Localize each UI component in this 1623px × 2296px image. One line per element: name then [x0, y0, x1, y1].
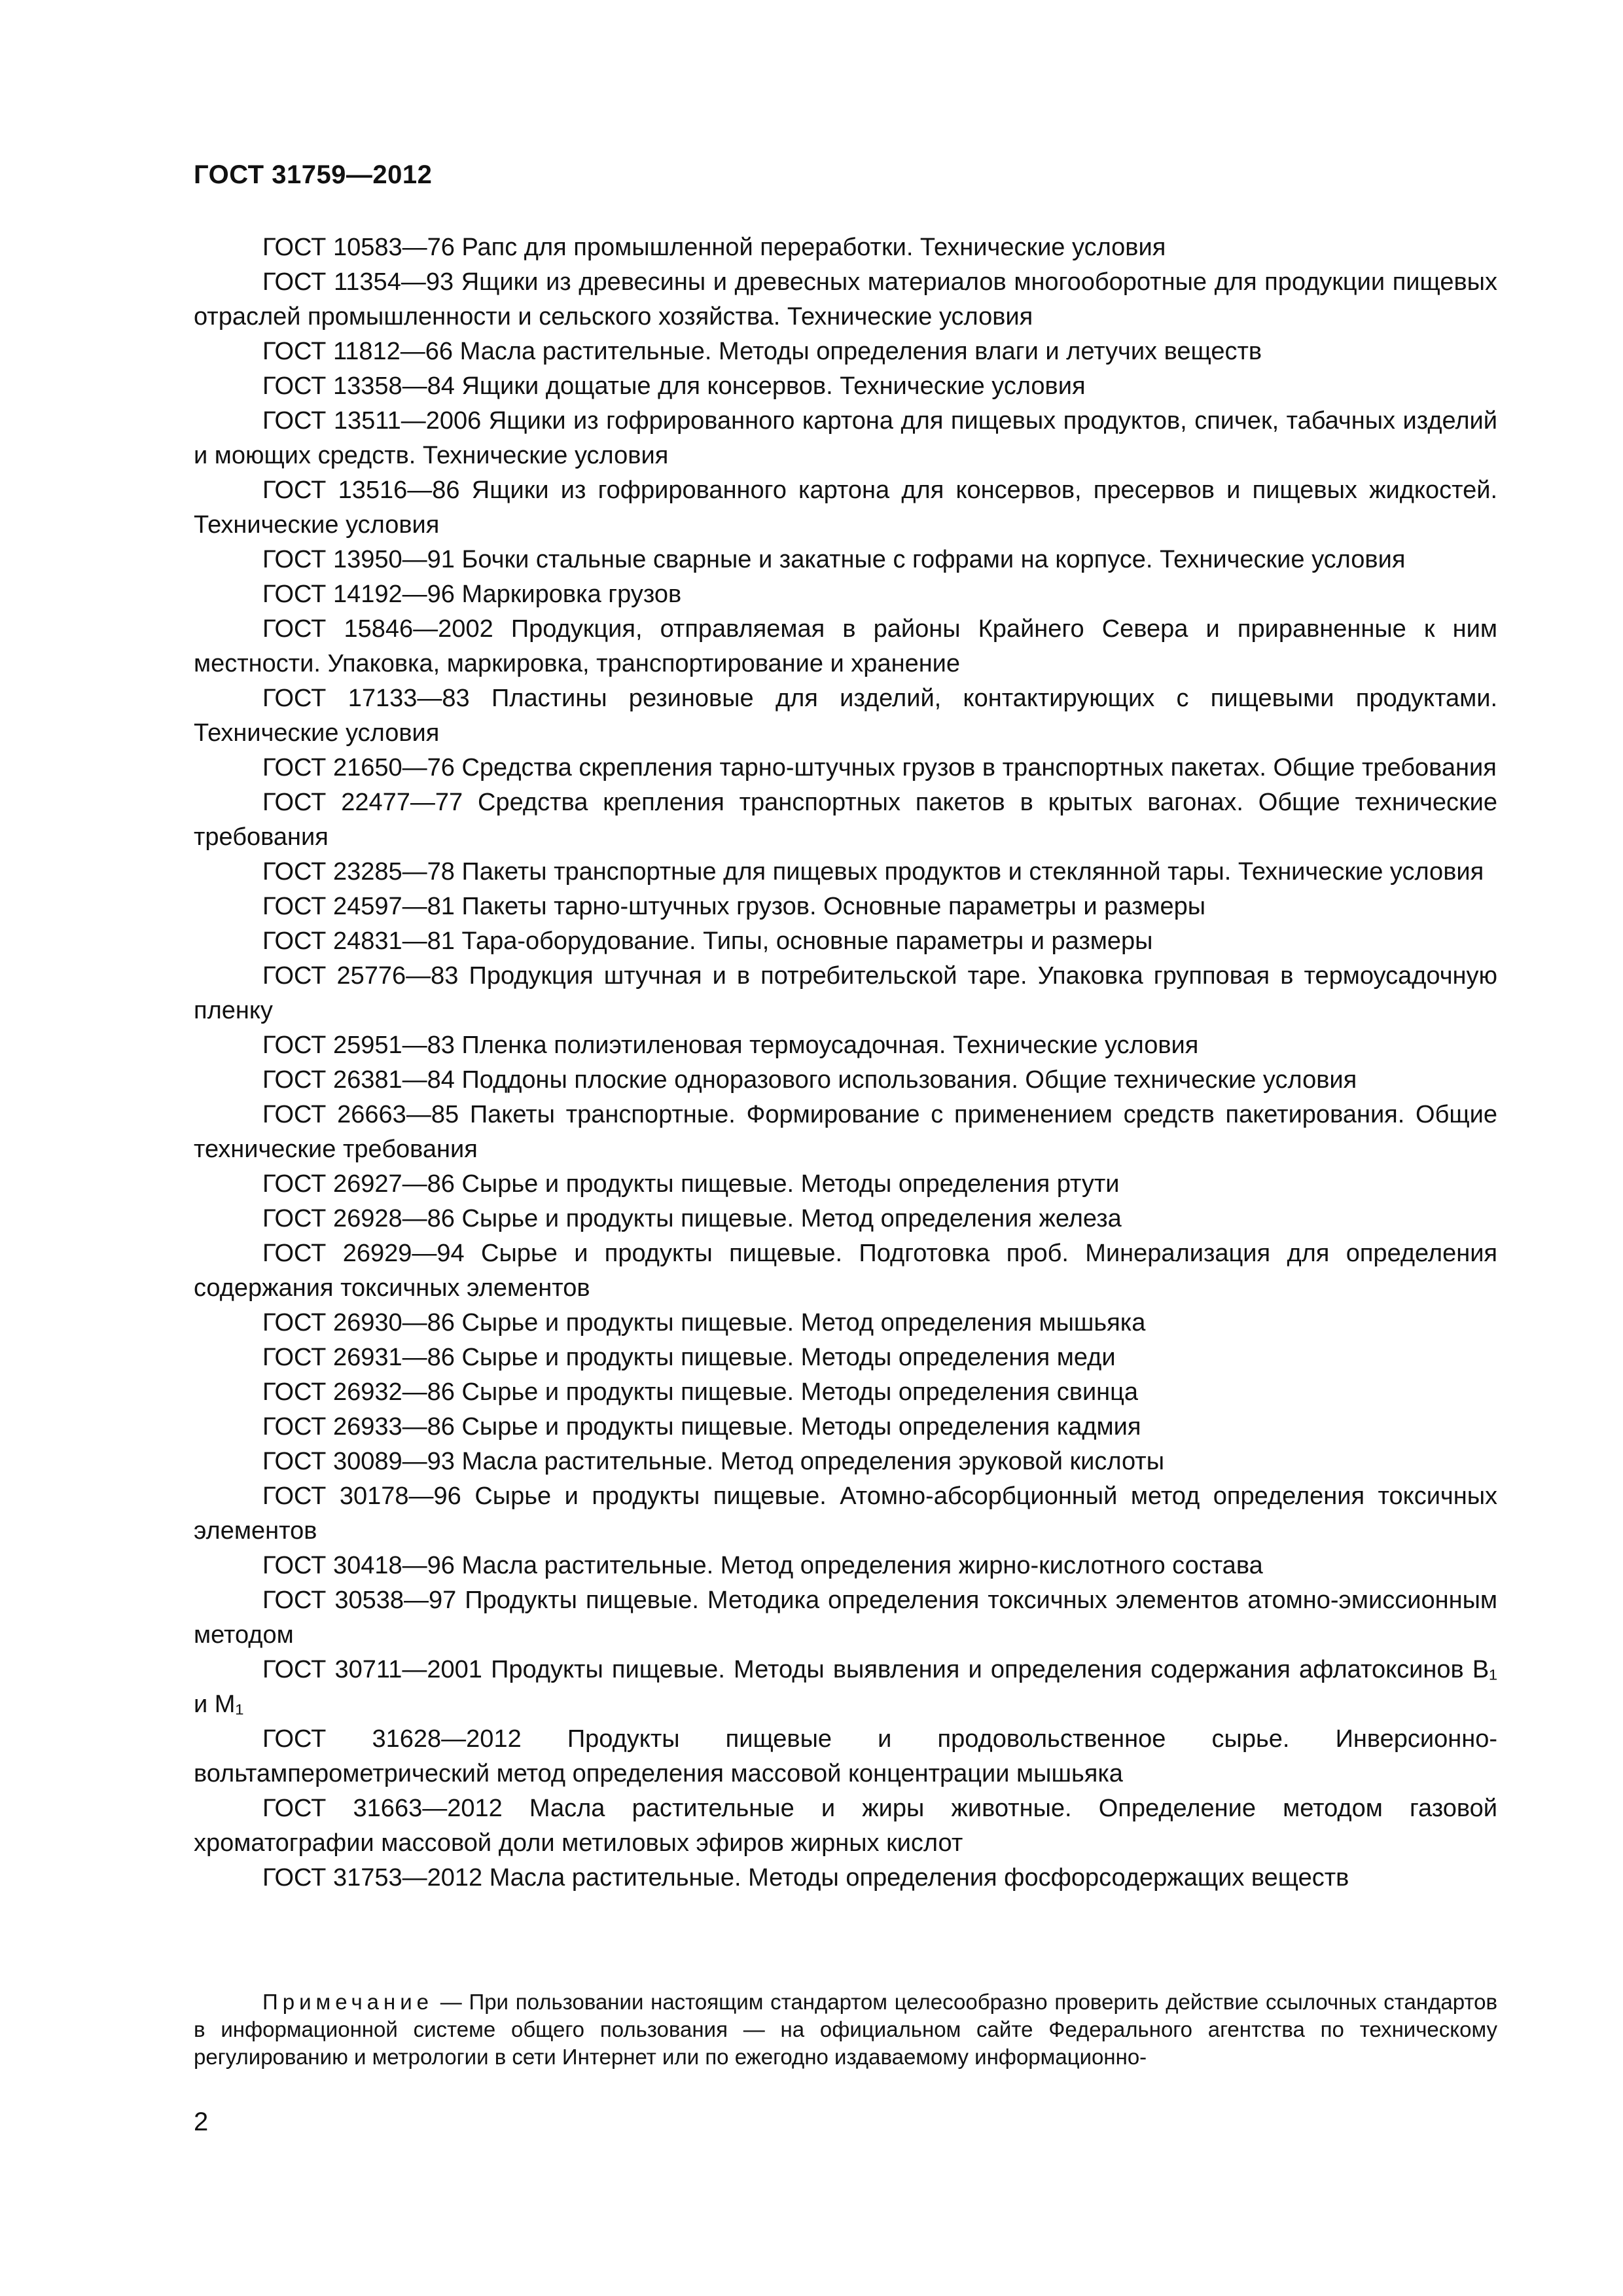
reference-item — [194, 1098, 1497, 1167]
page-number: 2 — [194, 2108, 209, 2136]
reference-title: Сырье и продукты пищевые. Метод определения железа — [461, 1205, 1122, 1232]
reference-item — [194, 681, 1497, 751]
reference-title: Ящики дощатые для консервов. Технические условия — [461, 372, 1086, 400]
reference-code: ГОСТ 31753—2012 — [262, 1864, 483, 1892]
reference-title: Бочки стальные сварные и закатные с гофрами на корпусе. Технические условия — [461, 546, 1406, 573]
reference-item — [194, 751, 1497, 785]
reference-title: Продукты пищевые. Методика определения токсичных элементов атомно-эмиссионным методом — [194, 1587, 1498, 1649]
note-text: — При пользовании настоящим стандартом целесообразно проверить действие ссылочных стандартов в информационной системе общего пользования — на официальном сайте Федерального агентства по техническому регулированию и метрологии в сети Интернет или по ежегодно издаваемому информационно- — [194, 1990, 1497, 2069]
reference-code: ГОСТ 26929—94 — [262, 1240, 465, 1267]
reference-item — [194, 1410, 1497, 1444]
reference-title: Продукты пищевые. Методы выявления и определения содержания афлатоксинов B₁ и M₁ — [194, 1656, 1497, 1718]
reference-item — [194, 265, 1497, 334]
reference-code: ГОСТ 30711—2001 — [262, 1656, 482, 1683]
reference-title: Сырье и продукты пищевые. Методы определения свинца — [461, 1378, 1139, 1406]
reference-title: Пластины резиновые для изделий, контактирующих с пищевыми продуктами. Технические условия — [194, 685, 1497, 747]
reference-item — [194, 1236, 1497, 1306]
reference-item — [194, 1063, 1497, 1098]
reference-title: Продукция штучная и в потребительской таре. Упаковка групповая в термоусадочную пленку — [194, 962, 1498, 1024]
reference-item — [194, 1444, 1497, 1479]
reference-code: ГОСТ 24597—81 — [262, 893, 455, 920]
note-paragraph — [194, 1988, 1497, 2071]
reference-item — [194, 1791, 1497, 1861]
reference-item — [194, 577, 1497, 612]
reference-item — [194, 855, 1497, 889]
reference-item — [194, 1653, 1497, 1722]
reference-code: ГОСТ 30178—96 — [262, 1482, 461, 1510]
reference-item — [194, 1549, 1497, 1583]
reference-item — [194, 334, 1497, 369]
reference-title: Пакеты транспортные. Формирование с применением средств пакетирования. Общие технические требования — [194, 1101, 1498, 1163]
reference-item — [194, 959, 1497, 1028]
reference-code: ГОСТ 26931—86 — [262, 1344, 455, 1371]
note-label: Примечание — [262, 1990, 434, 2014]
reference-item — [194, 1583, 1497, 1653]
reference-item — [194, 1202, 1497, 1236]
reference-title: Масла растительные и жиры животные. Определение методом газовой хроматографии массовой доли метиловых эфиров жирных кислот — [194, 1795, 1497, 1857]
reference-item — [194, 369, 1497, 404]
reference-item — [194, 612, 1497, 681]
document-header: ГОСТ 31759—2012 — [194, 160, 433, 189]
reference-code: ГОСТ 25776—83 — [262, 962, 459, 990]
reference-title: Масла растительные. Методы определения фосфорсодержащих веществ — [489, 1864, 1349, 1892]
reference-item — [194, 1306, 1497, 1340]
reference-item — [194, 1861, 1497, 1895]
reference-title: Сырье и продукты пищевые. Подготовка проб. Минерализация для определения содержания токсичных элементов — [194, 1240, 1498, 1302]
reference-item — [194, 543, 1497, 577]
reference-code: ГОСТ 15846—2002 — [262, 615, 493, 643]
reference-title: Пакеты тарно-штучных грузов. Основные параметры и размеры — [461, 893, 1206, 920]
reference-code: ГОСТ 10583—76 — [262, 234, 455, 261]
reference-code: ГОСТ 21650—76 — [262, 754, 455, 781]
reference-code: ГОСТ 26933—86 — [262, 1413, 455, 1441]
reference-code: ГОСТ 14192—96 — [262, 581, 455, 608]
reference-code: ГОСТ 26928—86 — [262, 1205, 455, 1232]
reference-code: ГОСТ 11812—66 — [262, 338, 454, 365]
reference-item — [194, 1722, 1497, 1791]
reference-item — [194, 924, 1497, 959]
reference-code: ГОСТ 13511—2006 — [262, 407, 482, 435]
reference-item — [194, 1167, 1497, 1202]
reference-code: ГОСТ 31663—2012 — [262, 1795, 503, 1822]
reference-code: ГОСТ 13950—91 — [262, 546, 455, 573]
reference-title: Рапс для промышленной переработки. Технические условия — [461, 234, 1166, 261]
reference-code: ГОСТ 30089—93 — [262, 1448, 455, 1475]
reference-code: ГОСТ 24831—81 — [262, 927, 455, 955]
reference-code: ГОСТ 13516—86 — [262, 476, 460, 504]
reference-title: Ящики из гофрированного картона для консервов, пресервов и пищевых жидкостей. Технические условия — [194, 476, 1498, 539]
reference-item — [194, 1375, 1497, 1410]
reference-item — [194, 1479, 1497, 1549]
reference-code: ГОСТ 30418—96 — [262, 1552, 455, 1579]
reference-title: Сырье и продукты пищевые. Методы определения меди — [461, 1344, 1116, 1371]
reference-code: ГОСТ 26663—85 — [262, 1101, 459, 1128]
reference-code: ГОСТ 31628—2012 — [262, 1725, 522, 1753]
reference-title: Сырье и продукты пищевые. Методы определения кадмия — [461, 1413, 1141, 1441]
reference-title: Пленка полиэтиленовая термоусадочная. Технические условия — [461, 1031, 1199, 1059]
reference-item — [194, 785, 1497, 855]
reference-item — [194, 473, 1497, 543]
reference-item — [194, 1028, 1497, 1063]
reference-code: ГОСТ 22477—77 — [262, 789, 463, 816]
reference-item — [194, 230, 1497, 265]
reference-title: Сырье и продукты пищевые. Методы определения ртути — [461, 1170, 1120, 1198]
reference-code: ГОСТ 17133—83 — [262, 685, 470, 712]
reference-code: ГОСТ 26930—86 — [262, 1309, 455, 1336]
reference-title: Сырье и продукты пищевые. Метод определения мышьяка — [461, 1309, 1146, 1336]
reference-item — [194, 404, 1497, 473]
reference-code: ГОСТ 26932—86 — [262, 1378, 455, 1406]
reference-title: Масла растительные. Метод определения эруковой кислоты — [461, 1448, 1165, 1475]
reference-title: Сырье и продукты пищевые. Атомно-абсорбционный метод определения токсичных элементов — [194, 1482, 1498, 1545]
reference-title: Масла растительные. Методы определения влаги и летучих веществ — [459, 338, 1262, 365]
reference-title: Пакеты транспортные для пищевых продуктов и стеклянной тары. Технические условия — [461, 858, 1484, 886]
reference-item — [194, 889, 1497, 924]
reference-title: Продукция, отправляемая в районы Крайнего Севера и приравненные к ним местности. Упаковка, маркировка, транспортирование и хранение — [194, 615, 1498, 677]
reference-code: ГОСТ 11354—93 — [262, 268, 454, 296]
reference-title: Средства крепления транспортных пакетов в крытых вагонах. Общие технические требования — [194, 789, 1497, 851]
reference-code: ГОСТ 30538—97 — [262, 1587, 457, 1614]
reference-title: Ящики из гофрированного картона для пищевых продуктов, спичек, табачных изделий и моющих средств. Технические условия — [194, 407, 1497, 469]
reference-title: Продукты пищевые и продовольственное сырье. Инверсионно-вольтамперометрический метод определения массовой концентрации мышьяка — [194, 1725, 1498, 1787]
normative-references-list — [194, 230, 1497, 1895]
reference-code: ГОСТ 26927—86 — [262, 1170, 455, 1198]
reference-code: ГОСТ 13358—84 — [262, 372, 455, 400]
reference-code: ГОСТ 25951—83 — [262, 1031, 455, 1059]
reference-code: ГОСТ 26381—84 — [262, 1066, 455, 1094]
reference-title: Маркировка грузов — [461, 581, 682, 608]
reference-title: Тара-оборудование. Типы, основные параметры и размеры — [461, 927, 1153, 955]
reference-code: ГОСТ 23285—78 — [262, 858, 455, 886]
reference-title: Средства скрепления тарно-штучных грузов в транспортных пакетах. Общие требования — [461, 754, 1497, 781]
reference-title: Ящики из древесины и древесных материалов многооборотные для продукции пищевых отраслей промышленности и сельского хозяйства. Технические условия — [194, 268, 1497, 331]
reference-title: Поддоны плоские одноразового использования. Общие технические условия — [461, 1066, 1357, 1094]
reference-item — [194, 1340, 1497, 1375]
reference-title: Масла растительные. Метод определения жирно-кислотного состава — [461, 1552, 1263, 1579]
